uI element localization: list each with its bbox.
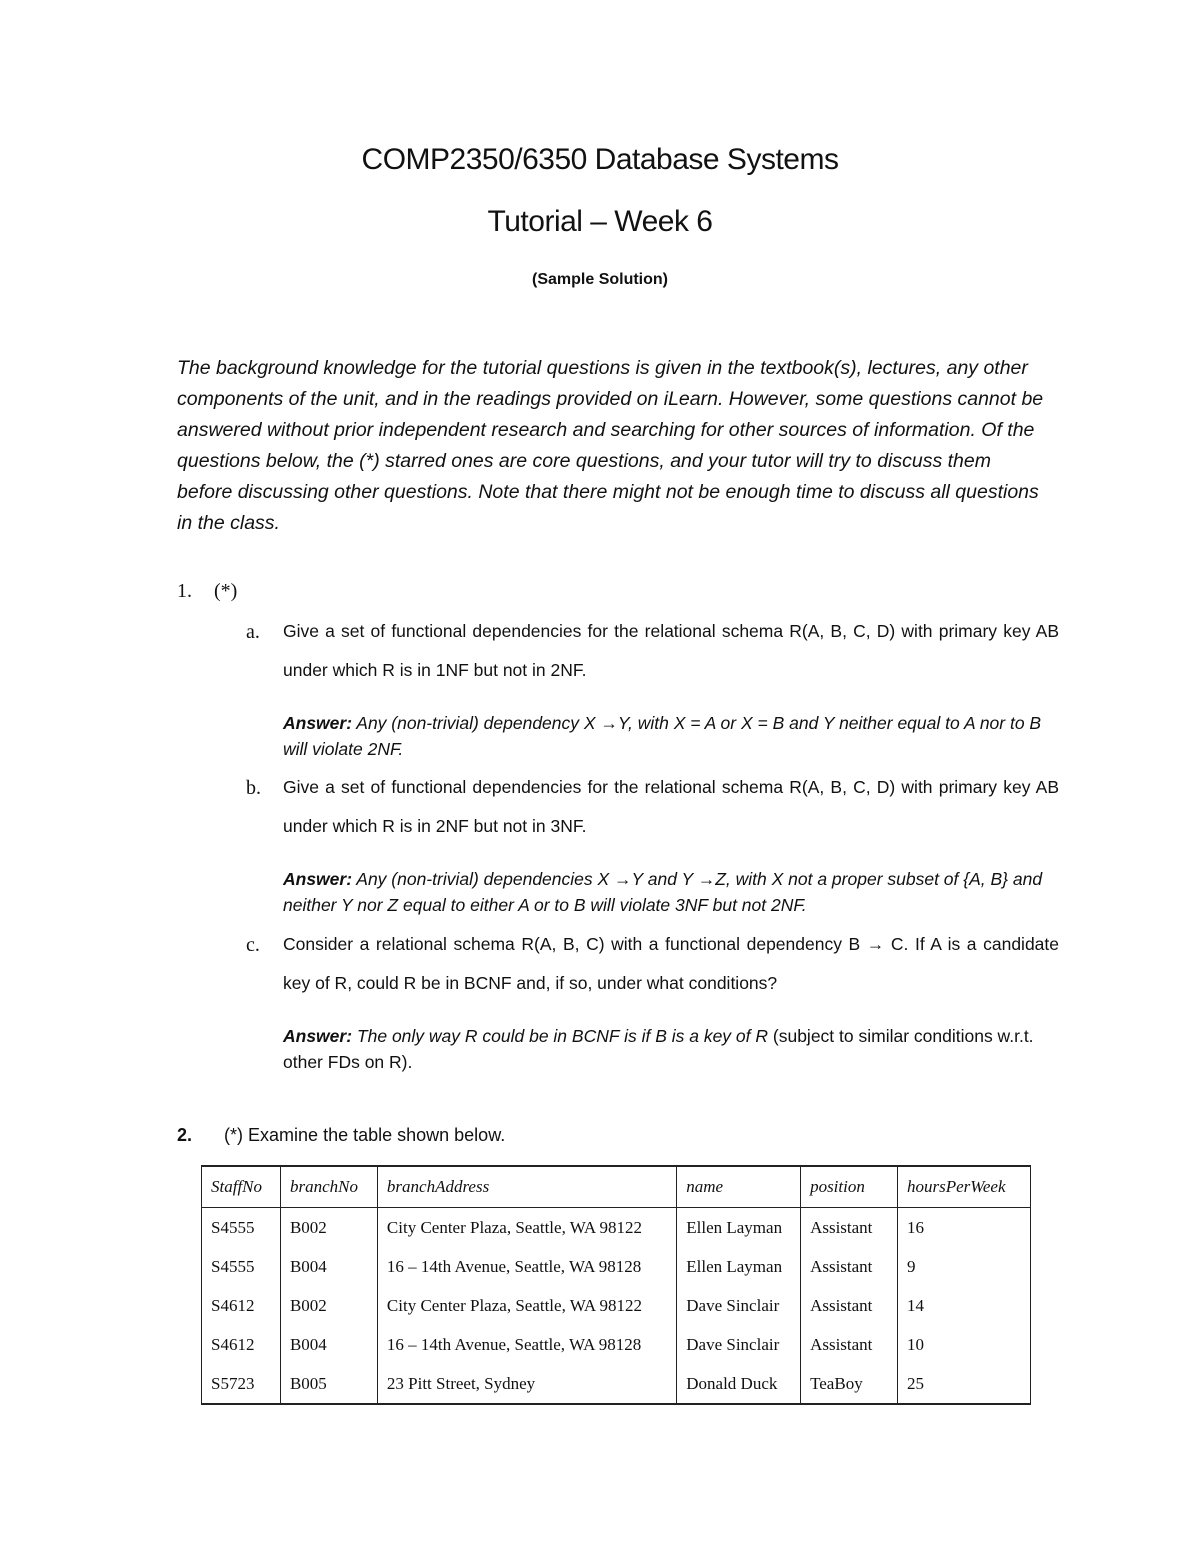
q1a-question: Give a set of functional dependencies for the relational schema R(A, B, C, D) with primary key AB under which R is in 1NF but not in 2NF. [283, 621, 1059, 680]
cell-name: Dave Sinclair [677, 1286, 801, 1325]
table-row [202, 1286, 1031, 1325]
cell-staffno: S4612 [202, 1325, 281, 1364]
table-header-row [202, 1166, 1031, 1208]
cell-staffno: S4612 [202, 1286, 281, 1325]
cell-hoursperweek: 10 [898, 1325, 1031, 1364]
q1c-answer-tail: (subject to similar conditions w.r.t. other FDs on R). [283, 1026, 1034, 1072]
cell-hoursperweek: 16 [898, 1208, 1031, 1248]
table-row [202, 1325, 1031, 1364]
q1b-answer-label: Answer: [283, 869, 353, 889]
q2-text: (*) Examine the table shown below. [224, 1125, 506, 1145]
cell-branchaddress: 16 – 14th Avenue, Seattle, WA 98128 [377, 1247, 676, 1286]
header-branchno: branchNo [280, 1166, 377, 1208]
cell-branchaddress: City Center Plaza, Seattle, WA 98122 [377, 1208, 676, 1248]
q1c-question: Consider a relational schema R(A, B, C) with a functional dependency B → C. If A is a candidate key of R, could R be in BCNF and, if so, under what conditions? [283, 934, 1059, 993]
q1c-answer-label: Answer: [283, 1026, 353, 1046]
cell-staffno: S4555 [202, 1208, 281, 1248]
header-branchaddress: branchAddress [377, 1166, 676, 1208]
cell-position: Assistant [801, 1247, 898, 1286]
q1c-answer [283, 1023, 1063, 1075]
cell-branchno: B002 [280, 1208, 377, 1248]
q1a-answer-text: Any (non-trivial) dependency X →Y, with X = A or X = B and Y neither equal to A nor to B will violate 2NF. [283, 713, 1042, 759]
cell-branchaddress: 23 Pitt Street, Sydney [377, 1364, 676, 1404]
q2-line [177, 1125, 505, 1146]
q1-number: 1. [177, 580, 192, 602]
header-name: name [677, 1166, 801, 1208]
cell-name: Donald Duck [677, 1364, 801, 1404]
cell-staffno: S4555 [202, 1247, 281, 1286]
q1b-answer-text: Any (non-trivial) dependencies X →Y and Y →Z, with X not a proper subset of {A, B} and neither Y nor Z equal to either A or to B will violate 3NF but not 2NF. [283, 869, 1043, 915]
cell-position: Assistant [801, 1325, 898, 1364]
cell-branchno: B005 [280, 1364, 377, 1404]
q2-number: 2. [177, 1125, 193, 1145]
q1b-letter: b. [246, 777, 261, 799]
sample-solution-note: (Sample Solution) [532, 271, 668, 288]
cell-branchno: B002 [280, 1286, 377, 1325]
intro-paragraph: The background knowledge for the tutorial questions is given in the textbook(s), lectures, any other components of the unit, and in the readings provided on iLearn. However, some questions cannot be answered without prior independent research and searching for other sources of information. Of the questions below, the (*) starred ones are core questions, and your tutor will try to discuss them before discussing other questions. Note that there might not be enough time to discuss all questions in the class. [177, 357, 1044, 534]
cell-branchaddress: 16 – 14th Avenue, Seattle, WA 98128 [377, 1325, 676, 1364]
q1a-letter: a. [246, 621, 260, 643]
table-row [202, 1208, 1031, 1248]
cell-staffno: S5723 [202, 1364, 281, 1404]
table-row [202, 1364, 1031, 1404]
q1a-answer-label: Answer: [283, 713, 353, 733]
cell-branchno: B004 [280, 1247, 377, 1286]
cell-branchno: B004 [280, 1325, 377, 1364]
q1c-answer-text: The only way R could be in BCNF is if B is a key of R [356, 1026, 769, 1046]
q1a-answer [283, 710, 1063, 762]
cell-position: TeaBoy [801, 1364, 898, 1404]
cell-hoursperweek: 9 [898, 1247, 1031, 1286]
cell-name: Ellen Layman [677, 1208, 801, 1248]
q1-star: (*) [214, 580, 238, 602]
cell-position: Assistant [801, 1286, 898, 1325]
header-position: position [801, 1166, 898, 1208]
header-hoursperweek: hoursPerWeek [898, 1166, 1031, 1208]
q1b-question: Give a set of functional dependencies for the relational schema R(A, B, C, D) with primary key AB under which R is in 2NF but not in 3NF. [283, 777, 1059, 836]
cell-name: Ellen Layman [677, 1247, 801, 1286]
q1b-answer [283, 866, 1063, 918]
staff-branch-table [201, 1165, 1031, 1405]
header-staffno: StaffNo [202, 1166, 281, 1208]
course-title: COMP2350/6350 Database Systems [361, 143, 839, 176]
cell-position: Assistant [801, 1208, 898, 1248]
cell-hoursperweek: 14 [898, 1286, 1031, 1325]
tutorial-title: Tutorial – Week 6 [487, 205, 713, 238]
table-row [202, 1247, 1031, 1286]
cell-hoursperweek: 25 [898, 1364, 1031, 1404]
cell-branchaddress: City Center Plaza, Seattle, WA 98122 [377, 1286, 676, 1325]
cell-name: Dave Sinclair [677, 1325, 801, 1364]
q1c-letter: c. [246, 934, 260, 956]
